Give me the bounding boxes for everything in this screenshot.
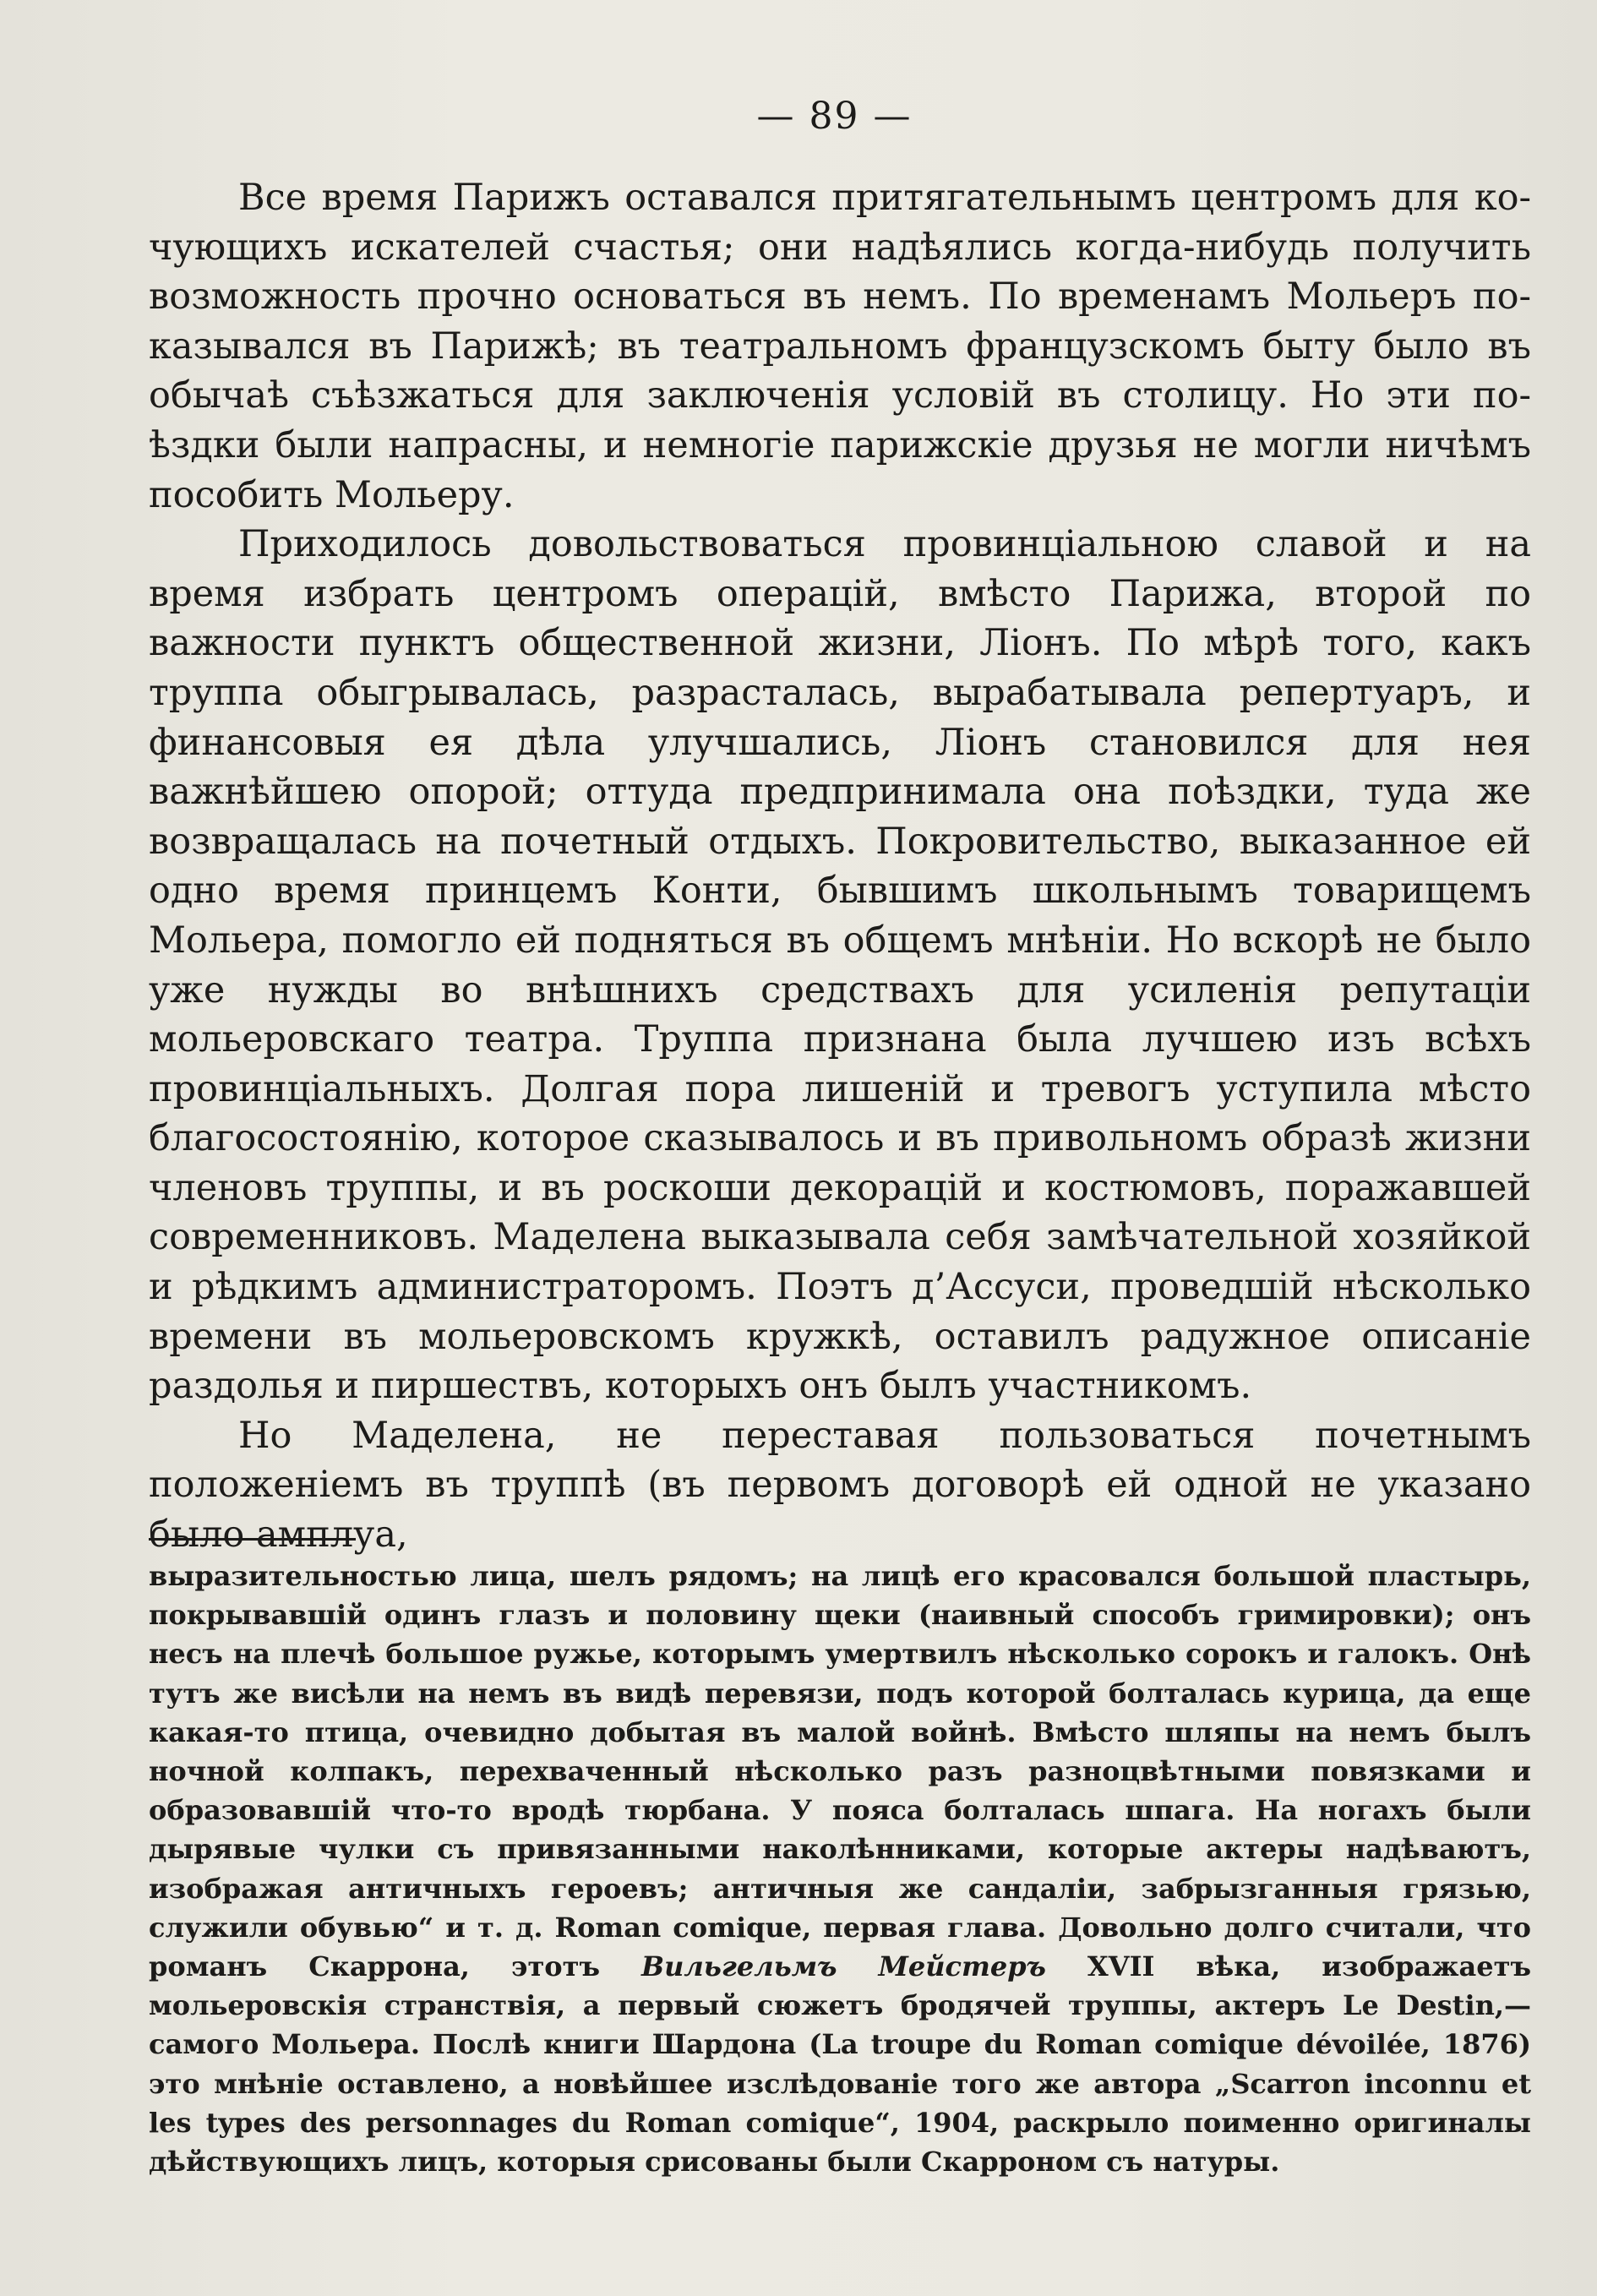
footnote-separator <box>149 1538 356 1541</box>
footnote <box>149 1557 1531 2181</box>
main-text <box>149 173 1531 1560</box>
paragraph-1: Все время Парижъ оставался притягательнымъ центромъ для кочующихъ искателей счастья; они надѣялись когда-нибудь получить возможность прочно основаться въ немъ. По временамъ Мольеръ показывался въ Парижѣ; въ театральномъ французскомъ быту было въ обычаѣ съѣзжаться для заключенія условій въ столицу. Но эти поѣздки были напрасны, и немногіе парижскіе друзья не могли ничѣмъ пособить Мольеру. <box>149 177 1531 516</box>
paragraph-3: Но Маделена, не переставая пользоваться почетнымъ положеніемъ въ труппѣ (въ первомъ договорѣ ей одной не указано было амплуа, <box>149 1414 1531 1557</box>
footnote-text-end: XVII вѣка, изображаетъ мольеровскія странствія, а первый сюжетъ бродячей труппы, актеръ Le Destin,—самого Мольера. Послѣ книги Шардона (La troupe du Roman comique dévoilée, 1876) это мнѣніе оставлено, а новѣйшее изслѣдованіе того же автора „Scarron inconnu et les types des personnages du Roman comique“, 1904, раскрыло поименно оригиналы дѣйствующихъ лицъ, которыя срисованы были Скарроном съ натуры. <box>149 1950 1532 2179</box>
page-number: — 89 — <box>756 95 913 138</box>
footnote-italic-title: Вильгельмъ Мейстеръ <box>641 1950 1046 1983</box>
footnote-text-start: выразительностью лица, шелъ рядомъ; на лицѣ его красовался большой пластырь, покрывавшій одинъ глазъ и половину щеки (наивный способъ гримировки); онъ несъ на плечѣ большое ружье, которымъ умертвилъ нѣсколько сорокъ и галокъ. Онѣ тутъ же висѣли на немъ въ видѣ перевязи, подъ которой болталась курица, да еще какая-то птица, очевидно добытая въ малой войнѣ. Вмѣсто шляпы на немъ былъ ночной колпакъ, перехваченный нѣсколько разъ разноцвѣтными повязками и образовавшій что-то вродѣ тюрбана. У пояса болталась шпага. На ногахъ были дырявые чулки съ привязанными наколѣнниками, которые актеры надѣваютъ, изображая античныхъ героевъ; античныя же сандаліи, забрызганныя грязью, служили обувью“ и т. д. Roman comique, первая глава. Довольно долго считали, что романъ Скаррона, этотъ <box>149 1560 1531 1983</box>
paragraph-2: Приходилось довольствоваться провинціальною славой и на время избрать центромъ операцій, вмѣсто Парижа, второй по важности пунктъ общественной жизни, Ліонъ. По мѣрѣ того, какъ труппа обыгрывалась, разрасталась, вырабатывала репертуаръ, и финансовыя ея дѣла улучшались, Ліонъ становился для нея важнѣйшею опорой; оттуда предпринимала она поѣздки, туда же возвращалась на почетный отдыхъ. Покровительство, выказанное ей одно время принцемъ Конти, бывшимъ школьнымъ товарищемъ Мольера, помогло ей подняться въ общемъ мнѣніи. Но вскорѣ не было уже нужды во внѣшнихъ средствахъ для усиленія репутаціи мольеровскаго театра. Труппа признана была лучшею изъ всѣхъ провинціальныхъ. Долгая пора лишеній и тревогъ уступила мѣсто благосостоянію, которое сказывалось и въ привольномъ образѣ жизни членовъ труппы, и въ роскоши декорацій и костюмовъ, поражавшей современниковъ. Маделена выказывала себя замѣчательной хозяйкой и рѣдкимъ администраторомъ. Поэтъ д’Ассуси, проведшій нѣсколько времени въ мольеровскомъ кружкѣ, оставилъ радужное описаніе раздолья и пиршествъ, которыхъ онъ былъ участникомъ. <box>149 523 1531 1408</box>
